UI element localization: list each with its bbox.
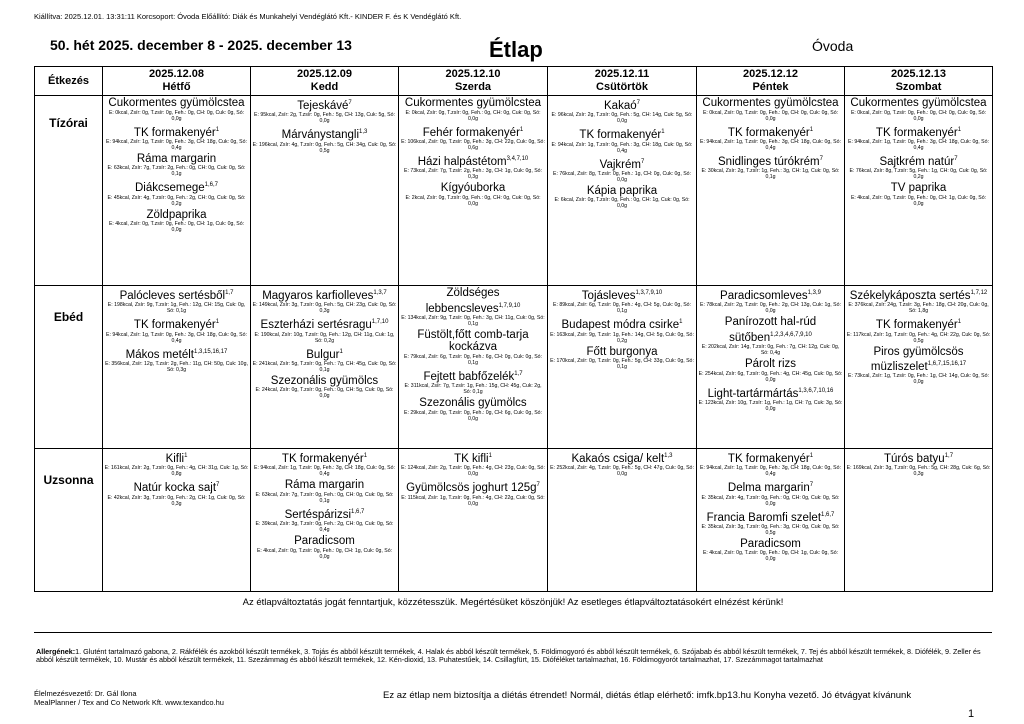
- page-number: 1: [968, 708, 975, 720]
- dish-label: Házi halpástétom: [417, 155, 507, 168]
- dish-label: Budapest módra csirke: [561, 319, 680, 332]
- dish-label: Fehér formakenyér: [422, 126, 520, 139]
- dish-label: Kakaós csiga/ kelt: [571, 452, 665, 465]
- nutrition-info: E: 95kcal, Zsír: 2g, T.zsír: 0g, Feh.: 5g, CH: 13g, Cuk: 5g, Só: 0,0g: [254, 112, 395, 125]
- dish-label: Ráma margarin: [284, 479, 365, 492]
- dish-name: [697, 385, 844, 400]
- dish-label: Székelykáposzta sertés: [849, 289, 971, 302]
- nutrition-info: E: 94kcal, Zsír: 1g, T.zsír: 0g, Feh.: 3g, CH: 18g, Cuk: 0g, Só: 0,4g: [551, 141, 693, 154]
- allergen-codes: 1: [488, 453, 492, 459]
- nutrition-info: E: 94kcal, Zsír: 1g, T.zsír: 0g, Feh.: 3g, CH: 18g, Cuk: 0g, Só: 0,4g: [106, 331, 247, 344]
- dish-label: Cukormentes gyümölcstea: [850, 97, 987, 109]
- dish-label: Palócleves sertésből: [119, 289, 226, 302]
- dish-label: TK formakenyér: [281, 452, 364, 465]
- dish-name: [251, 479, 398, 492]
- dish-label: Snidlinges túrókrém: [718, 155, 820, 168]
- dish-label: Kifli: [165, 452, 185, 465]
- menu-cell: [697, 96, 845, 286]
- age-group: Óvoda: [812, 38, 854, 54]
- dish-label: Ráma margarin: [136, 152, 217, 165]
- page-title: Étlap: [489, 37, 543, 62]
- nutrition-info: E: 0kcal, Zsír: 0g, T.zsír: 0g, Feh.: 0g, CH: 0g, Cuk: 0g, Só: 0,0g: [850, 109, 987, 122]
- dish-label: TK formakenyér: [727, 452, 810, 465]
- dish-label: Sajtkrém natúr: [879, 155, 955, 168]
- dish-label: Párolt rizs: [744, 358, 797, 371]
- menu-cell: [399, 449, 548, 592]
- dish-name: [103, 153, 250, 166]
- day-date: 2025.12.08: [148, 68, 205, 80]
- nutrition-info: E: 149kcal, Zsír: 3g, T.zsír: 0g, Feh.: 5g, CH: 23g, Cuk: 0g, Só: 0,3g: [252, 302, 397, 315]
- dish-name: [697, 358, 844, 371]
- menu-cell: [251, 449, 399, 592]
- meal-name: Tízórai: [35, 96, 103, 286]
- dish-label: Zöldséges lebbencsleves: [425, 287, 500, 315]
- allergen-codes: 1,3,15,16,17: [194, 348, 228, 355]
- nutrition-info: E: 0kcal, Zsír: 0g, T.zsír: 0g, Feh.: 0g, CH: 0g, Cuk: 0g, Só: 0,0g: [702, 109, 839, 122]
- dish-name: [548, 316, 696, 331]
- dish-name: [399, 479, 547, 494]
- dish-label: Magyaros karfiolleves: [262, 289, 374, 302]
- allergen-codes: 7: [348, 100, 352, 106]
- nutrition-info: E: 161kcal, Zsír: 2g, T.zsír: 0g, Feh.: 4g, CH: 31g, Cuk: 1g, Só: 0,8g: [104, 465, 249, 478]
- menu-cell: [845, 286, 993, 449]
- dish-label: TK formakenyér: [875, 126, 958, 139]
- allergen-codes: 1,3,7,9,10: [635, 290, 663, 296]
- allergen-codes: 1: [661, 129, 665, 136]
- nutrition-info: E: 73kcal, Zsír: 7g, T.zsír: 2g, Feh.: 3g, CH: 1g, Cuk: 0g, Só: 0,3g: [403, 168, 542, 181]
- menu-cell: [103, 96, 251, 286]
- dish-name: [697, 538, 844, 551]
- nutrition-info: E: 63kcal, Zsír: 7g, T.zsír: 2g, Feh.: 0g, CH: 0g, Cuk: 0g, Só: 0,1g: [107, 165, 246, 178]
- nutrition-info: E: 29kcal, Zsír: 0g, T.zsír: 0g, Feh.: 0g, CH: 6g, Cuk: 0g, Só: 0,0g: [403, 409, 542, 422]
- allergen-codes: 1: [957, 126, 962, 133]
- nutrition-info: E: 4kcal, Zsír: 0g, T.zsír: 0g, Feh.: 0g, CH: 1g, Cuk: 0g, Só: 0,0g: [108, 221, 245, 234]
- day-header: [103, 67, 251, 96]
- menu-cell: [845, 449, 993, 592]
- dish-label: Tejeskávé: [297, 99, 349, 112]
- day-date: 2025.12.13: [890, 68, 947, 80]
- dish-name: [251, 375, 398, 388]
- nutrition-info: E: 30kcal, Zsír: 2g, T.zsír: 1g, Feh.: 3g, CH: 1g, Cuk: 0g, Só: 0,1g: [701, 168, 840, 181]
- nutrition-info: E: 198kcal, Zsír: 9g, T.zsír: 1g, Feh.: 12g, CH: 15g, Cuk: 0g, Só: 0,1g: [107, 302, 246, 315]
- dish-name: [103, 479, 250, 494]
- allergen-codes: 1,3,9: [807, 290, 821, 296]
- dish-name: [251, 506, 398, 521]
- dish-name: [697, 509, 844, 524]
- dish-label: Gyümölcsös joghurt 125g: [406, 482, 537, 495]
- dish-name: [548, 450, 696, 465]
- dish-name: [697, 479, 844, 494]
- nutrition-info: E: 4kcal, Zsír: 0g, T.zsír: 0g, Feh.: 0g, CH: 1g, Cuk: 0g, Só: 0,0g: [256, 547, 393, 560]
- nutrition-info: E: 124kcal, Zsír: 2g, T.zsír: 0g, Feh.: 4g, CH: 23g, Cuk: 0g, Só: 0,0g: [401, 465, 545, 478]
- allergen-codes: 1: [519, 126, 524, 133]
- day-date: 2025.12.11: [594, 68, 650, 80]
- dish-label: Paradicsom: [294, 535, 355, 548]
- allergen-codes: 1,7: [944, 453, 954, 459]
- allergen-codes: 1,3,7: [373, 290, 387, 296]
- dish-label: Tojásleves: [581, 289, 636, 302]
- nutrition-info: E: 134kcal, Zsír: 9g, T.zsír: 0g, Feh.: 3g, CH: 11g, Cuk: 0g, Só: 0,1g: [401, 314, 545, 327]
- dish-name: [697, 316, 844, 344]
- meal-row: [35, 449, 993, 592]
- dish-name: [845, 346, 992, 374]
- menu-cell: [548, 286, 697, 449]
- nutrition-info: E: 78kcal, Zsír: 2g, T.zsír: 0g, Feh.: 2g, CH: 13g, Cuk: 1g, Só: 0,0g: [700, 302, 841, 315]
- dish-name: [548, 156, 696, 171]
- dish-name: [548, 126, 696, 141]
- nutrition-info: E: 196kcal, Zsír: 4g, T.zsír: 0g, Feh.: 5g, CH: 34g, Cuk: 0g, Só: 0,5g: [252, 141, 397, 154]
- nutrition-info: E: 94kcal, Zsír: 1g, T.zsír: 0g, Feh.: 3g, CH: 18g, Cuk: 0g, Só: 0,4g: [848, 138, 989, 151]
- footer-disclaimer: Ez az étlap nem biztosítja a diétás étrendet! Normál, diétás étlap elérhető: imfk.bp13.hu Konyha vezető. Jó étvágyat kívánunk: [383, 690, 912, 701]
- nutrition-info: E: 169kcal, Zsír: 3g, T.zsír: 0g, Feh.: 5g, CH: 28g, Cuk: 6g, Só: 0,3g: [846, 465, 991, 478]
- allergen-codes: 1: [215, 126, 220, 133]
- nutrition-info: E: 4kcal, Zsír: 0g, T.zsír: 0g, Feh.: 0g, CH: 1g, Cuk: 0g, Só: 0,0g: [850, 194, 987, 207]
- dish-name: [845, 182, 992, 195]
- menu-cell: [697, 286, 845, 449]
- allergen-text: 1. Glutént tartalmazó gabona, 2. Rákfélék és azokból készült termékek, 3. Tojás és abból készült termékek, 4. Halak és abból készült termékek, 5. Földimogyoró és abból készült termékek, 6. Szójabab és abból készült termékek, 7. Tej és abból készült termékek, 8. Diófélék, 9. Zeller és abból készült termékek, 10. Mustár és abból készült termékek, 11. Szezámmag és abból készült termékek, 12. Kén-dioxid, 13. Puhatestűek, 14. Csillagfürt, 15. Dióféléket tartalmazhat, 16. Földimogyorót tartalmazhat, 17. Szezámmagot tartalmazhat: [36, 647, 981, 665]
- dish-name: [548, 185, 696, 198]
- meal-row: [35, 286, 993, 449]
- nutrition-info: E: 24kcal, Zsír: 0g, T.zsír: 0g, Feh.: 0g, CH: 5g, Cuk: 0g, Só: 0,0g: [255, 387, 394, 400]
- nutrition-info: E: 0kcal, Zsír: 0g, T.zsír: 0g, Feh.: 0g, CH: 0g, Cuk: 0g, Só: 0,0g: [108, 109, 245, 122]
- dish-name: [399, 124, 547, 139]
- nutrition-info: E: 115kcal, Zsír: 1g, T.zsír: 0g, Feh.: 4g, CH: 22g, Cuk: 0g, Só: 0,0g: [401, 494, 545, 507]
- dish-name: [251, 450, 398, 465]
- allergen-codes: 1,6,7: [821, 511, 835, 518]
- allergen-codes: 1,3: [664, 453, 673, 459]
- dish-name: [845, 97, 992, 110]
- nutrition-info: E: 190kcal, Zsír: 10g, T.zsír: 0g, Feh.: 12g, CH: 11g, Cuk: 1g, Só: 0,2g: [254, 331, 395, 344]
- allergen-codes: 1,6,7: [204, 182, 219, 189]
- dish-name: [845, 287, 992, 302]
- nutrition-info: E: 4kcal, Zsír: 0g, T.zsír: 0g, Feh.: 0g, CH: 1g, Cuk: 0g, Só: 0,0g: [702, 550, 839, 563]
- nutrition-info: E: 35kcal, Zsír: 4g, T.zsír: 0g, Feh.: 0g, CH: 0g, Cuk: 0g, Só: 0,0g: [701, 494, 840, 507]
- allergen-codes: 1: [809, 453, 814, 459]
- allergen-codes: 7: [819, 155, 823, 162]
- nutrition-info: E: 94kcal, Zsír: 1g, T.zsír: 0g, Feh.: 3g, CH: 18g, Cuk: 0g, Só: 0,4g: [700, 465, 841, 478]
- dish-label: TV paprika: [890, 182, 947, 195]
- dish-name: [103, 346, 250, 361]
- day-name: Hétfő: [162, 81, 191, 93]
- dish-name: [251, 97, 398, 112]
- menu-cell: [399, 96, 548, 286]
- day-name: Péntek: [752, 81, 789, 93]
- dish-label: TK formakenyér: [727, 126, 810, 139]
- menu-cell: [251, 286, 399, 449]
- day-name: Kedd: [310, 81, 339, 93]
- dish-name: [548, 346, 696, 359]
- dish-name: [103, 179, 250, 194]
- allergen-codes: 1,7,12: [970, 290, 988, 296]
- dish-label: TK kifli: [454, 452, 489, 465]
- dish-name: [399, 397, 547, 410]
- dish-label: Eszterházi sertésragu: [260, 319, 372, 332]
- day-header: [251, 67, 399, 96]
- divider: [34, 632, 992, 633]
- dish-label: Light-tartármártás: [707, 387, 799, 400]
- dish-name: [399, 368, 547, 383]
- food-manager: Élelmezésvezető: Dr. Gál Ilona: [34, 689, 137, 698]
- nutrition-info: E: 42kcal, Zsír: 3g, T.zsír: 0g, Feh.: 2g, CH: 1g, Cuk: 0g, Só: 0,3g: [107, 494, 246, 507]
- dish-label: Paradicsom: [740, 537, 801, 550]
- nutrition-info: E: 356kcal, Zsír: 12g, T.zsír: 2g, Feh.: 11g, CH: 50g, Cuk: 10g, Só: 0,3g: [105, 360, 248, 373]
- nutrition-info: E: 63kcal, Zsír: 7g, T.zsír: 0g, Feh.: 0g, CH: 0g, Cuk: 0g, Só: 0,1g: [255, 491, 394, 504]
- allergen-codes: 1,2,3,4,6,7,9,10: [770, 331, 812, 338]
- nutrition-info: E: 94kcal, Zsír: 1g, T.zsír: 0g, Feh.: 3g, CH: 18g, Cuk: 0g, Só: 0,4g: [106, 138, 247, 151]
- nutrition-info: E: 202kcal, Zsír: 14g, T.zsír: 0g, Feh.: 7g, CH: 12g, Cuk: 0g, Só: 0,4g: [701, 344, 840, 357]
- dish-label: Főtt burgonya: [586, 345, 658, 358]
- allergen-codes: 1,3,6,7,10,16: [798, 387, 834, 394]
- dish-label: Márványstangli: [281, 129, 359, 142]
- nutrition-info: E: 76kcal, Zsír: 8g, T.zsír: 5g, Feh.: 1g, CH: 0g, Cuk: 0g, Só: 0,2g: [849, 168, 988, 181]
- day-header: [845, 67, 993, 96]
- allergen-codes: 1: [215, 319, 220, 326]
- nutrition-info: E: 76kcal, Zsír: 8g, T.zsír: 0g, Feh.: 1g, CH: 0g, Cuk: 0g, Só: 0,0g: [552, 170, 691, 183]
- nutrition-info: E: 0kcal, Zsír: 0g, T.zsír: 0g, Feh.: 0g, CH: 0g, Cuk: 0g, Só: 0,0g: [405, 109, 541, 122]
- day-header: [548, 67, 697, 96]
- dish-name: [103, 287, 250, 302]
- nutrition-info: E: 94kcal, Zsír: 1g, T.zsír: 0g, Feh.: 3g, CH: 18g, Cuk: 0g, Só: 0,4g: [700, 138, 841, 151]
- dish-name: [845, 450, 992, 465]
- allergen-label: Allergének:: [36, 647, 76, 656]
- menu-table: [34, 66, 993, 592]
- dish-name: [399, 182, 547, 195]
- dish-label: Kápia paprika: [586, 184, 658, 197]
- meal-name: Ebéd: [35, 286, 103, 449]
- nutrition-info: E: 6kcal, Zsír: 0g, T.zsír: 0g, Feh.: 0g, CH: 1g, Cuk: 0g, Só: 0,0g: [554, 197, 690, 210]
- dish-label: Panírozott hal-rúd sütőben: [724, 316, 817, 344]
- dish-label: Sertéspárizsi: [284, 508, 352, 521]
- change-note: Az étlapváltoztatás jogát fenntartjuk, közzétesszük. Megértésüket köszönjük! Az esetleges étlapváltoztatásokért elnézést kérünk!: [242, 597, 784, 608]
- meal-row: [35, 96, 993, 286]
- nutrition-info: E: 123kcal, Zsír: 10g, T.zsír: 1g, Feh.: 1g, CH: 7g, Cuk: 3g, Só: 0,0g: [698, 399, 843, 412]
- dish-name: [548, 287, 696, 302]
- dish-label: Kakaó: [604, 99, 637, 112]
- day-date: 2025.12.12: [742, 68, 799, 80]
- allergen-codes: 7: [536, 482, 540, 489]
- allergen-codes: 1,6,7: [351, 508, 365, 515]
- dish-name: [103, 124, 250, 139]
- nutrition-info: E: 241kcal, Zsír: 5g, T.zsír: 0g, Feh.: 7g, CH: 45g, Cuk: 0g, Só: 0,1g: [252, 360, 397, 373]
- dish-label: Diákcsemege: [134, 182, 205, 195]
- dish-name: [697, 287, 844, 302]
- issued-info: Kiállítva: 2025.12.01. 13:31:11 Korcsoport: Óvoda Előállító: Diák és Munkahelyi Vendéglátó Kft.- KINDER F. és K Vendéglátó Kft.: [34, 12, 462, 21]
- allergen-codes: 1,3: [359, 129, 368, 136]
- dish-label: TK formakenyér: [875, 319, 958, 332]
- nutrition-info: E: 94kcal, Zsír: 1g, T.zsír: 0g, Feh.: 3g, CH: 18g, Cuk: 0g, Só: 0,4g: [254, 465, 395, 478]
- dish-label: Szezonális gyümölcs: [270, 374, 379, 387]
- dish-label: Vajkrém: [599, 158, 641, 171]
- menu-cell: [548, 96, 697, 286]
- day-name: Szombat: [895, 81, 942, 93]
- dish-label: Piros gyümölcsös müzliszelet: [870, 345, 964, 373]
- allergen-codes: 1: [957, 319, 962, 326]
- dish-label: Natúr kocka sajt: [133, 482, 217, 495]
- dish-name: [399, 153, 547, 168]
- menu-cell: [251, 96, 399, 286]
- dish-label: TK formakenyér: [579, 129, 662, 142]
- allergen-codes: 1: [184, 453, 188, 459]
- menu-cell: [103, 286, 251, 449]
- dish-name: [548, 97, 696, 112]
- nutrition-info: E: 39kcal, Zsír: 3g, T.zsír: 0g, Feh.: 2g, CH: 0g, Cuk: 0g, Só: 0,4g: [255, 521, 394, 534]
- dish-label: Kígyóuborka: [440, 182, 506, 195]
- dish-label: Füstölt,főtt comb-tarja kockázva: [417, 328, 529, 354]
- dish-name: [697, 124, 844, 139]
- dish-name: [103, 450, 250, 465]
- allergen-codes: 7: [640, 158, 645, 165]
- dish-name: [697, 450, 844, 465]
- allergen-codes: 7: [809, 482, 814, 489]
- allergen-codes: 1: [679, 319, 683, 326]
- nutrition-info: E: 73kcal, Zsír: 1g, T.zsír: 0g, Feh.: 1g, CH: 14g, Cuk: 0g, Só: 0,0g: [848, 373, 989, 386]
- dish-label: Cukormentes gyümölcstea: [108, 97, 245, 109]
- menu-cell: [845, 96, 993, 286]
- nutrition-info: E: 106kcal, Zsír: 0g, T.zsír: 0g, Feh.: 3g, CH: 22g, Cuk: 0g, Só: 0,6g: [401, 138, 545, 151]
- day-header: [697, 67, 845, 96]
- allergen-codes: 1,7: [225, 290, 234, 296]
- day-date: 2025.12.10: [445, 68, 501, 80]
- allergen-codes: 1: [339, 348, 343, 355]
- day-date: 2025.12.09: [296, 68, 353, 80]
- dish-name: [697, 97, 844, 110]
- corner-header: Étkezés: [35, 67, 103, 96]
- dish-name: [399, 287, 547, 315]
- allergen-codes: 7: [216, 482, 220, 489]
- dish-label: Francia Baromfi szelet: [706, 511, 822, 524]
- allergen-codes: 1: [809, 126, 814, 133]
- dish-label: Bulgur: [306, 348, 340, 361]
- dish-name: [251, 535, 398, 548]
- allergen-codes: 1,6,7,15,16,17: [927, 361, 967, 368]
- allergen-codes: 3,4,7,10: [506, 155, 529, 162]
- nutrition-info: E: 254kcal, Zsír: 6g, T.zsír: 0g, Feh.: 4g, CH: 45g, Cuk: 0g, Só: 0,0g: [698, 370, 843, 383]
- dish-label: Cukormentes gyümölcstea: [702, 97, 839, 109]
- dish-label: Túrós batyu: [883, 452, 945, 465]
- nutrition-info: E: 252kcal, Zsír: 4g, T.zsír: 0g, Feh.: 5g, CH: 47g, Cuk: 0g, Só: 0,0g: [550, 465, 694, 478]
- dish-name: [845, 316, 992, 331]
- nutrition-info: E: 311kcal, Zsír: 7g, T.zsír: 1g, Feh.: 15g, CH: 45g, Cuk: 2g, Só: 0,1g: [404, 383, 542, 396]
- dish-name: [399, 97, 547, 110]
- nutrition-info: E: 2kcal, Zsír: 0g, T.zsír: 0g, Feh.: 0g, CH: 0g, Cuk: 0g, Só: 0,0g: [405, 194, 541, 207]
- nutrition-info: E: 79kcal, Zsír: 6g, T.zsír: 0g, Feh.: 6g, CH: 0g, Cuk: 0g, Só: 0,1g: [403, 353, 542, 366]
- nutrition-info: E: 45kcal, Zsír: 4g, T.zsír: 0g, Feh.: 2g, CH: 0g, Cuk: 0g, Só: 0,2g: [107, 194, 246, 207]
- dish-label: Fejtett babfőzelék: [423, 370, 515, 383]
- allergen-codes: 1,7,10: [371, 319, 389, 326]
- dish-name: [251, 126, 398, 141]
- nutrition-info: E: 376kcal, Zsír: 24g, T.zsír: 3g, Feh.: 18g, CH: 20g, Cuk: 0g, Só: 1,8g: [848, 302, 989, 315]
- dish-name: [103, 97, 250, 110]
- footer-left: [34, 689, 224, 707]
- dish-name: [251, 346, 398, 361]
- allergen-codes: 1,7: [514, 370, 523, 377]
- dish-label: Mákos metélt: [125, 348, 194, 361]
- menu-cell: [697, 449, 845, 592]
- menu-cell: [548, 449, 697, 592]
- dish-name: [399, 450, 547, 465]
- dish-label: TK formakenyér: [133, 126, 216, 139]
- week-heading: 50. hét 2025. december 8 - 2025. december 13: [50, 37, 352, 53]
- dish-name: [251, 287, 398, 302]
- software-credit: MealPlanner / Tex and Co Network Kft. www.texandco.hu: [34, 698, 224, 707]
- day-name: Szerda: [454, 81, 492, 93]
- day-header: [399, 67, 548, 96]
- dish-name: [103, 316, 250, 331]
- allergen-codes: 1: [363, 453, 368, 459]
- day-name: Csütörtök: [596, 81, 648, 93]
- nutrition-info: E: 163kcal, Zsír: 9g, T.zsír: 1g, Feh.: 14g, CH: 5g, Cuk: 0g, Só: 0,2g: [550, 331, 694, 344]
- dish-label: Paradicsomleves: [720, 289, 808, 302]
- dish-label: Cukormentes gyümölcstea: [404, 97, 542, 109]
- allergen-codes: 7: [954, 155, 958, 162]
- dish-name: [697, 153, 844, 168]
- nutrition-info: E: 117kcal, Zsír: 1g, T.zsír: 0g, Feh.: 4g, CH: 22g, Cuk: 0g, Só: 0,5g: [846, 331, 991, 344]
- allergen-codes: 7: [636, 100, 640, 106]
- meal-name: Uzsonna: [35, 449, 103, 592]
- dish-label: TK formakenyér: [133, 319, 216, 332]
- dish-name: [399, 329, 547, 354]
- nutrition-info: E: 35kcal, Zsír: 3g, T.zsír: 0g, Feh.: 3g, CH: 0g, Cuk: 0g, Só: 0,5g: [701, 523, 840, 536]
- dish-name: [103, 209, 250, 222]
- dish-name: [845, 153, 992, 168]
- nutrition-info: E: 89kcal, Zsír: 6g, T.zsír: 0g, Feh.: 4g, CH: 5g, Cuk: 0g, Só: 0,1g: [552, 302, 691, 315]
- allergen-legend: [36, 648, 996, 665]
- dish-label: Szezonális gyümölcs: [419, 397, 527, 410]
- nutrition-info: E: 170kcal, Zsír: 0g, T.zsír: 0g, Feh.: 5g, CH: 33g, Cuk: 0g, Só: 0,1g: [550, 358, 694, 371]
- dish-label: Delma margarin: [727, 482, 810, 495]
- dish-name: [845, 124, 992, 139]
- dish-name: [251, 316, 398, 331]
- allergen-codes: 1,7,9,10: [498, 302, 521, 309]
- menu-cell: [399, 286, 548, 449]
- dish-label: Zöldpaprika: [146, 208, 207, 221]
- nutrition-info: E: 96kcal, Zsír: 2g, T.zsír: 0g, Feh.: 5g, CH: 14g, Cuk: 5g, Só: 0,0g: [551, 112, 693, 125]
- menu-cell: [103, 449, 251, 592]
